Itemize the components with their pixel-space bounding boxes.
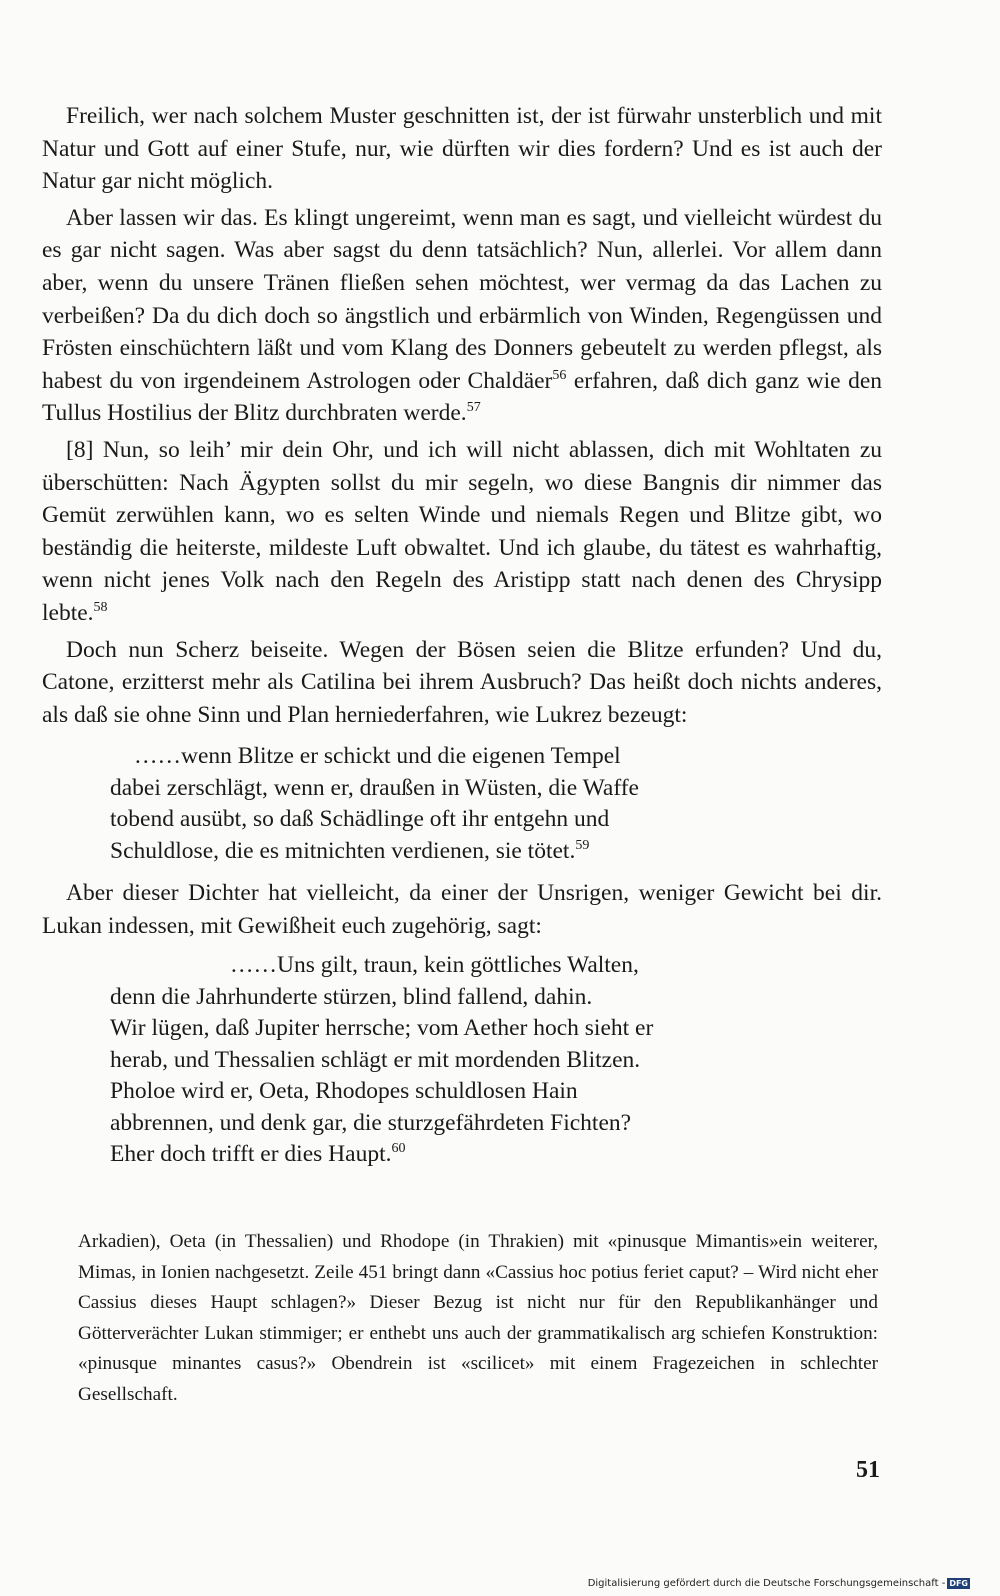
- verse-line: herab, und Thessalien schlägt er mit mordenden Blitzen.: [110, 1046, 641, 1073]
- paragraph-2-text-b: erfahren, daß dich ganz wie den Tullus Hostilius der Blitz durchbraten werde.: [42, 367, 882, 427]
- lucan-quote: [110, 950, 882, 1171]
- verse-line: ……wenn Blitze er schickt und die eigenen Tempel: [134, 743, 621, 770]
- verse-line: abbrennen, und denk gar, die sturzgefährdeten Fichten?: [110, 1109, 632, 1136]
- digitization-credit: [588, 1578, 970, 1589]
- paragraph-5: Aber dieser Dichter hat vielleicht, da einer der Unsrigen, weniger Gewicht bei dir. Lukan indessen, mit Gewißheit euch zugehörig, sagt:: [42, 880, 882, 939]
- verse-line: denn die Jahrhunderte stürzen, blind fallend, dahin.: [110, 983, 593, 1010]
- credit-text: Digitalisierung gefördert durch die Deutsche Forschungsgemeinschaft -: [587, 1578, 946, 1589]
- verse-line: tobend ausübt, so daß Schädlinge oft ihr entgehn und: [110, 806, 610, 833]
- dfg-logo: DFG: [949, 1579, 968, 1588]
- verse-line-text: Schuldlose, die es mitnichten verdienen, sie tötet.: [110, 837, 576, 864]
- page-number: 51: [856, 1457, 880, 1483]
- footnote-ref-58: 58: [93, 599, 108, 615]
- verse-line: Pholoe wird er, Oeta, Rhodopes schuldlosen Hain: [110, 1078, 578, 1105]
- paragraph-2-text-a: Aber lassen wir das. Es klingt ungereimt, wenn man es sagt, und vielleicht würdest du es gar nicht sagen. Was aber sagst du denn tatsächlich? Nun, allerlei. Vor allem dann aber, wenn du unsere Tränen fließen sehen möchtest, wer vermag da das Lachen zu verbeißen? Da du dich doch so ängstlich und erbärmlich von Winden, Regengüssen und Frösten einschüchtern läßt und vom Klang des Donners gebeutelt zu werden pflegst, als habest du von irgendeinem Astrologen oder Chaldäer: [42, 204, 882, 394]
- verse-line: [110, 836, 882, 868]
- footnote-text: Arkadien), Oeta (in Thessalien) und Rhodope (in Thrakien) mit «pinusque Mimantis»ein weiterer, Mimas, in Ionien nachgesetzt. Zeile 451 bringt dann «Cassius hoc potius feriet caput? – Wird nicht eher Cassius dieses Haupt schlagen?» Dieser Bezug ist nicht nur für den Republikanhänger und Götterverächter Lukan stimmiger; er enthebt uns auch der grammatikalisch arg schiefen Konstruktion: «pinusque minantes casus?» Obendrein ist «scilicet» mit einem Fragezeichen in schlechter Gesellschaft.: [78, 1231, 878, 1405]
- footnote-ref-60: 60: [391, 1141, 406, 1157]
- verse-line: dabei zerschlägt, wenn er, draußen in Wüsten, die Waffe: [110, 774, 639, 801]
- footnote-ref-59: 59: [575, 837, 590, 853]
- footnote-ref-56: 56: [552, 367, 567, 383]
- lucretius-quote: [110, 741, 882, 867]
- verse-line: Wir lügen, daß Jupiter herrsche; vom Aether hoch sieht er: [110, 1015, 654, 1042]
- paragraph-4: Doch nun Scherz beiseite. Wegen der Bösen seien die Blitze erfunden? Und du, Catone, erzitterst mehr als Catilina bei ihrem Ausbruch? Das heißt doch nichts anderes, als daß sie ohne Sinn und Plan herniederfahren, wie Lukrez bezeugt:: [42, 636, 882, 728]
- verse-line-text: Eher doch trifft er dies Haupt.: [110, 1141, 392, 1168]
- paragraph-3: [42, 434, 882, 630]
- paragraph-2: [42, 202, 882, 430]
- verse-line: [110, 1139, 882, 1171]
- paragraph-1: Freilich, wer nach solchem Muster geschnitten ist, der ist fürwahr unsterblich und mit Natur und Gott auf einer Stufe, nur, wie dürften wir dies fordern? Und es ist auch der Natur gar nicht möglich.: [42, 103, 882, 195]
- paragraph-3-text: [8] Nun, so leih’ mir dein Ohr, und ich will nicht ablassen, dich mit Wohltaten zu überschütten: Nach Ägypten sollst du mir segeln, wo diese Bangnis dir nimmer das Gemüt zerwühlen kann, wo es selten Winde und niemals Regen und Blitze gibt, wo beständig die heiterste, mildeste Luft obwaltet. Und ich glaube, du tätest es wahrhaftig, wenn nicht jenes Volk nach den Regeln des Aristipp statt nach denen des Chrysipp lebte.: [42, 436, 882, 626]
- footnote-ref-57: 57: [466, 400, 481, 416]
- main-text: [42, 100, 882, 1181]
- verse-line: ……Uns gilt, traun, kein göttliches Walten,: [230, 952, 639, 979]
